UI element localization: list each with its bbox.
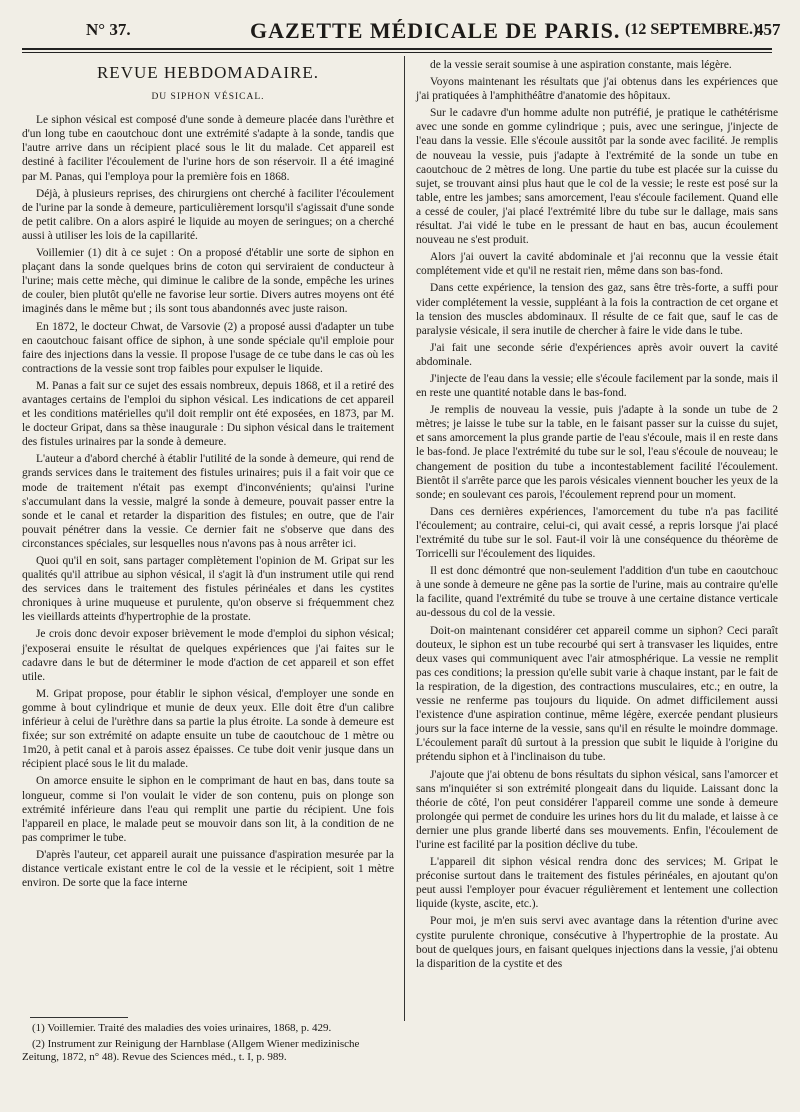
article-title: DU SIPHON VÉSICAL. [151,92,265,103]
footnotes [22,1022,394,1067]
paragraph: Déjà, à plusieurs reprises, des chirurgiens ont cherché à faciliter l'écoulement de l'urine par la sonde à demeure, particulièrement lorsqu'il s'agissait d'une sonde de petit calibre. On a alors aspiré le liquide au moyen de seringues; on a cherché aussi à utiliser les lois de la capillarité. [22,187,394,242]
paragraph: On amorce ensuite le siphon en le comprimant de haut en bas, dans toute sa longueur, comme si l'on voulait le vider de son contenu, puis on plonge son extrémité inférieure dans l'eau qui remplit une partie du récipient. Une fois l'appareil en place, le malade peut se mouvoir dans son lit, à la condition de ne pas comprimer le tube. [22,775,394,844]
paragraph: Dans ces dernières expériences, l'amorcement du tube n'a pas facilité l'écoulement; au contraire, celui-ci, qui avait cessé, a repris lorsque j'ai placé l'extrémité du tube sur le sol. Faut-il voir là une conséquence du théorème de Torricelli sur l'écoulement des liquides. [416,505,778,561]
paragraph: Quoi qu'il en soit, sans partager complètement l'opinion de M. Gripat sur les qualités qu'il attribue au siphon vésical, il s'agit là d'un instrument utile qui rend des services dans le traitement des fistules périnéales et dans les cystites chroniques à urine muqueuse et purulente, qu'on observe si fréquemment chez les vieillards atteints d'hypertrophie de la prostate. [22,555,394,624]
header-rule [22,48,772,50]
paragraph: Je crois donc devoir exposer brièvement le mode d'emploi du siphon vésical; j'exposerai ensuite le résultat de quelques expériences que j'ai faites sur le cadavre dans le but de déterminer le mode d'action de cet appareil et son effet utile. [22,628,394,683]
right-column [416,58,778,971]
right-column-body [416,58,778,971]
paragraph: En 1872, le docteur Chwat, de Varsovie (2) a proposé aussi d'adapter un tube en caoutchouc faisant office de siphon, à une sonde spéciale qu'il emploie pour faire des injections dans la vessie. Il propose l'usage de ce tube dans le cas où les contractions de la vessie sont trop faibles pour expulser le liquide. [22,320,394,375]
paragraph: Pour moi, je m'en suis servi avec avantage dans la rétention d'urine avec cystite purulente chronique, consécutive à l'hypertrophie de la prostate. Au bout de quelques jours, en faisant quelques injections dans la vessie, j'ai obtenu la disparition de la cystite et des [416,915,778,970]
paragraph: de la vessie serait soumise à une aspiration constante, mais légère. [430,59,732,71]
paragraph: Voyons maintenant les résultats que j'ai obtenus dans les expériences que j'ai pratiquées à l'amphithéâtre d'anatomie des hôpitaux. [416,76,778,103]
paragraph: L'auteur a d'abord cherché à établir l'utilité de la sonde à demeure, qui rend de grands services dans le traitement des fistules urinaires; puis il a fait voir que ce mode de traitement n'était pas exempt d'inconvénients; qu'ainsi l'urine s'accumulant dans la vessie, malgré la sonde à demeure, pouvait passer entre la sonde et le canal et retarder la disparition des fistules; en outre, que de l'air pouvait pénétrer dans la vessie. Ce dernier fait ne s'observe que dans des circonstances spéciales, sur lesquelles nous n'avons pas à nous arrêter ici. [22,453,394,550]
paragraph: J'injecte de l'eau dans la vessie; elle s'écoule facilement par la sonde, mais il en reste une quantité notable dans le bas-fond. [416,372,778,400]
paragraph: L'appareil dit siphon vésical rendra donc des services; M. Gripat le préconise surtout dans le traitement des fistules périnéales, en ajoutant qu'on peut aussi l'employer pour évacuer régulièrement et lentement une collection liquide (kyste, ascite, etc.). [416,856,778,911]
paragraph: J'ajoute que j'ai obtenu de bons résultats du siphon vésical, sans l'amorcer et sans m'inquiéter si son extrémité plongeait dans du liquide. Laissant donc la théorie de côté, l'on peut considérer l'appareil comme une sonde à demeure prolongée qui permet de conduire les urines hors du lit du malade, et laisse à ce dernier une plus grande liberté dans ses mouvements. Enfin, l'écoulement de l'urine est facilité par la position déclive du tube. [416,768,778,851]
footnote: (1) Voillemier. Traité des maladies des voies urinaires, 1868, p. 429. [32,1022,332,1034]
left-column-body [22,113,394,890]
column-divider [404,56,405,1021]
paragraph: D'après l'auteur, cet appareil aurait une puissance d'aspiration mesurée par la distance verticale existant entre le col de la vessie et le récipient, soit 1 mètre environ. De sorte que la face interne [22,848,394,890]
header-rule-thin [22,52,772,53]
footnote-rule [30,1017,128,1018]
section-title: REVUE HEBDOMADAIRE. [96,63,320,82]
paragraph: Alors j'ai ouvert la cavité abdominale et j'ai reconnu que la vessie était complétement vide et qu'il ne restait rien, même dans son bas-fond. [416,251,778,278]
paragraph: Dans cette expérience, la tension des gaz, sans être très-forte, a suffi pour vider complétement la vessie, suppléant à la fois la contraction de cet organe et la tension des muscles abdominaux. Il résulte de ce fait que, sauf le cas de paralysie vésicale, il sera inutile de chercher à faire le vide dans le tube. [416,282,778,337]
paragraph: Il est donc démontré que non-seulement l'addition d'un tube en caoutchouc à une sonde à demeure ne gêne pas la sortie de l'urine, mais au contraire qu'elle la facilite, quand l'extrémité du tube se trouve à une certaine distance verticale au-dessous du col de la vessie. [416,565,778,620]
paragraph: Je remplis de nouveau la vessie, puis j'adapte à la sonde un tube de 2 mètres; je laisse le tube sur la table, en le faisant passer sur la cuisse du sujet, et sans amorcement la plus grande partie de l'eau s'écoule, mais il en reste dans le bas-fond. Je place l'extrémité du tube sur le sol, l'eau s'écoule de nouveau; le changement de position du tube a incontestablement facilité l'écoulement. Bientôt il s'arrête parce que les parois vésicales viennent boucher les yeux de la sonde; en soulevant ces parois, l'écoulement reprend pour un moment. [416,404,778,501]
page-header [22,8,781,43]
footnote: (2) Instrument zur Reinigung der Harnblase (Allgem Wiener medizinische Zeitung, 1872, n° 48). Revue des Sciences méd., t. I, p. 989. [22,1037,360,1064]
paragraph: Le siphon vésical est composé d'une sonde à demeure placée dans l'urèthre et d'un long tube en caoutchouc dont une extrémité s'adapte à la sonde, tandis que l'autre arrive dans un récipient placé sous le lit du malade. Cet appareil est destiné à faciliter l'écoulement de l'urine hors de son réservoir. Il a été imaginé par M. Panas, qui l'employa pour la première fois en 1868. [22,114,394,183]
paragraph: M. Gripat propose, pour établir le siphon vésical, d'employer une sonde en gomme à bout cylindrique et munie de deux yeux. Elle doit être d'un calibre inférieur à celui de l'urèthre dans sa partie la plus étroite. La sonde à demeure est fixée; sur son extrémité on adapte ensuite un tube de caoutchouc de 1 mètre ou 1m20, à petit canal et à parois assez épaisses. Ce tube doit venir jusque dans un récipient placé sous le lit du malade. [22,687,394,771]
newspaper-title: GAZETTE MÉDICALE DE PARIS. [250,18,621,43]
issue-number: N° 37. [86,20,131,39]
paragraph: Sur le cadavre d'un homme adulte non putréfié, je pratique le cathétérisme avec une sonde en gomme cylindrique ; puis, avec une seringue, j'injecte de l'eau dans la vessie. Elle s'écoule aussitôt par la sonde avec facilité. Je remplis de nouveau la vessie, puis j'adapte à l'extrémité de la sonde un tube en caoutchouc de 2 mètres de long. Une partie du tube est placée sur la cuisse du sujet, se trouvant ainsi plus haut que le col de la vessie; le reste est posé sur la table, entre les jambes; sans amorcement, l'eau s'écoule facilement. Quand elle a cessé de couler, j'ai placé l'extrémité libre du tube sur le dallage, mais sans résultat. J'ai vidé le tube en le pressant de haut en bas, aucun écoulement nouveau ne s'est produit. [416,107,778,247]
left-column [22,58,394,890]
issue-date: (12 SEPTEMBRE.) [625,21,759,38]
paragraph: J'ai fait une seconde série d'expériences après avoir ouvert la cavité abdominale. [416,341,778,368]
paragraph: M. Panas a fait sur ce sujet des essais nombreux, depuis 1868, et il a retiré des avantages certains de l'emploi du siphon vésical. Les indications de cet appareil et les conditions matérielles qu'il doit remplir ont été exposées, en 1873, par M. le docteur Gripat, dans sa thèse inaugurale : Du siphon vésical dans le traitement des fistules urinaires par la sonde à demeure. [22,379,394,449]
page-number: 457 [755,20,781,39]
paragraph: Doit-on maintenant considérer cet appareil comme un siphon? Ceci paraît douteux, le siphon est un tube recourbé qui sert à transvaser les liquides, entre deux vases qui communiquent avec l'air atmosphérique. La vessie ne remplit pas ces conditions; la pression qu'elle subit varie à chaque instant, par le fait de la respiration, de la digestion, des contractions musculaires, etc.; en outre, la vessie ne renferme pas toujours du liquide. On admet difficilement aussi l'existence d'une aspiration continue, même légère, exercée pendant plusieurs jours sur la face interne de la vessie, sans qu'il en résulte le moindre dommage. L'écoulement paraît dû surtout à la pression que subit le liquide à l'origine du prétendu siphon et à l'inclinaison du tube. [416,624,778,764]
paragraph: Voillemier (1) dit à ce sujet : On a proposé d'établir une sorte de siphon en plaçant dans la sonde quelques brins de coton qui serviraient de conducteur à l'urine; mais cette mèche, qui diminue le calibre de la sonde, empêche les urines de couler, bien plutôt qu'elle ne favorise leur sortie. Divers autres moyens ont été imaginés dans le même but ; ils sont tous abandonnés avec juste raison. [22,247,394,316]
